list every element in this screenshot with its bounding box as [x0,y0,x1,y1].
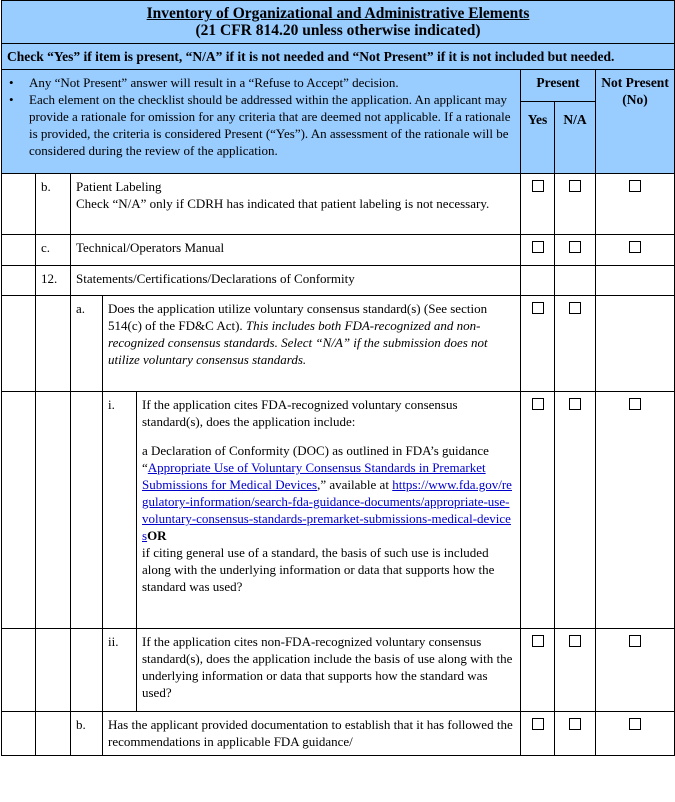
checkbox-icon [569,398,581,410]
title-line1: Inventory of Organizational and Administrative Elements [146,5,530,22]
empty-cell [2,629,36,712]
empty-cell [71,392,103,629]
row-letter: a. [71,296,103,392]
patient-labeling-title: Patient Labeling [76,179,162,194]
standards-question: Does the application utilize voluntary consensus standard(s) (See section 514(c) of the FD&C Act). [108,301,488,333]
row-text: If the application cites non-FDA-recognized voluntary consensus standard(s), does the application include the basis of use along with the underlying information or data that supports how the standard was used? [137,629,521,712]
section-title: Statements/Certifications/Declarations of Conformity [71,266,521,296]
note-item: • Each element on the checklist should be addressed within the application. An applicant may provide a rationale for omission for any criteria that are deemed not applicable. If a rationale is provided, the criteria is considered Present (“Yes”). An assessment of the rationale will be considered during the review of the application. [9,92,511,158]
na-checkbox[interactable] [555,174,596,235]
recognized-question: If the application cites FDA-recognized voluntary consensus standard(s), does the application include: [142,397,458,429]
table-row [2,392,675,629]
spacer [142,430,515,442]
checkbox-icon [629,398,641,410]
checklist-page [1,0,674,756]
checkbox-icon [569,718,581,730]
empty-cell [2,235,36,266]
bullet-icon: • [9,75,14,90]
inventory-table [1,0,675,756]
section-number: 12. [36,266,71,296]
checkbox-icon [532,718,544,730]
empty-cell [521,266,555,296]
section-row [2,266,675,296]
guidance-url-link[interactable]: https://www.fda.gov/regulatory-information/search-fda-guidance-documents/appropriate-use-voluntary-consensus-standards-premarket-submissions-medical-devices [142,477,512,543]
present-header: Present [521,70,596,102]
yes-header: Yes [521,102,555,174]
yes-checkbox[interactable] [521,235,555,266]
bullet-icon: • [9,92,14,107]
na-checkbox[interactable] [555,235,596,266]
checkbox-icon [569,180,581,192]
title-line2: (21 CFR 814.20 unless otherwise indicated) [195,22,481,39]
na-header: N/A [555,102,596,174]
empty-cell [2,392,36,629]
empty-cell [36,392,71,629]
not-present-header: Not Present (No) [596,70,675,174]
table-row [2,629,675,712]
empty-cell [2,296,36,392]
empty-cell [2,712,36,756]
row-text: Technical/Operators Manual [71,235,521,266]
na-checkbox[interactable] [555,712,596,756]
checkbox-icon [532,302,544,314]
or-text: OR [147,528,167,543]
empty-cell [2,266,36,296]
standards-note: This includes both FDA-recognized and non-recognized consensus standards. Select “N/A” if the submission does not utilize voluntary consensus standards. [108,318,488,367]
notes-cell [2,70,521,174]
not-present-checkbox[interactable] [596,392,675,629]
row-numeral: ii. [103,629,137,712]
instructions-text: Check “Yes” if item is present, “N/A” if it is not needed and “Not Present” if it is not included but needed. [2,44,675,70]
empty-cell [555,266,596,296]
checkbox-icon [629,241,641,253]
patient-labeling-body: Check “N/A” only if CDRH has indicated that patient labeling is not necessary. [76,196,490,211]
table-title [2,1,675,44]
yes-checkbox[interactable] [521,629,555,712]
table-row [2,296,675,392]
table-row [2,712,675,756]
notes-list [7,74,515,159]
checkbox-icon [629,635,641,647]
empty-cell [71,629,103,712]
not-present-checkbox[interactable] [596,235,675,266]
instructions-row [2,44,675,70]
na-checkbox[interactable] [555,392,596,629]
not-present-checkbox[interactable] [596,712,675,756]
checkbox-icon [532,241,544,253]
checkbox-icon [629,718,641,730]
empty-cell [2,174,36,235]
checkbox-icon [569,241,581,253]
table-row [2,174,675,235]
general-use-text: if citing general use of a standard, the basis of such use is included along with the underlying information or data that supports how the standard was used? [142,545,495,594]
guidance-link[interactable]: Appropriate Use of Voluntary Consensus Standards in Premarket Submissions for Medical Devices [142,460,486,492]
yes-checkbox[interactable] [521,174,555,235]
checkbox-icon [629,180,641,192]
row-text: Has the applicant provided documentation to establish that it has followed the recommendations in applicable FDA guidance/ [103,712,521,756]
note-item: • Any “Not Present” answer will result in a “Refuse to Accept” decision. [9,75,399,90]
row-letter: c. [36,235,71,266]
empty-cell [36,629,71,712]
row-text [71,174,521,235]
table-row [2,235,675,266]
doc-paragraph: a Declaration of Conformity (DOC) as outlined in FDA’s guidance “Appropriate Use of Voluntary Consensus Standards in Premarket Submissions for Medical Devices,” available at https://www.fda.gov/regulatory-information/search-fda-guidance-documents/appropriate-use-voluntary-consensus-standards-premarket-submissions-medical-devicesOR [142,443,512,543]
checkbox-icon [569,302,581,314]
yes-checkbox[interactable] [521,392,555,629]
checkbox-icon [532,180,544,192]
empty-cell [596,296,675,392]
row-text [103,296,521,392]
not-present-checkbox[interactable] [596,174,675,235]
empty-cell [36,712,71,756]
empty-cell [596,266,675,296]
yes-checkbox[interactable] [521,712,555,756]
na-checkbox[interactable] [555,296,596,392]
checkbox-icon [532,635,544,647]
row-text [137,392,521,629]
empty-cell [36,296,71,392]
title-row [2,1,675,44]
yes-checkbox[interactable] [521,296,555,392]
na-checkbox[interactable] [555,629,596,712]
row-numeral: i. [103,392,137,629]
checkbox-icon [532,398,544,410]
row-letter: b. [71,712,103,756]
not-present-checkbox[interactable] [596,629,675,712]
row-letter: b. [36,174,71,235]
header-row [2,70,675,102]
checkbox-icon [569,635,581,647]
